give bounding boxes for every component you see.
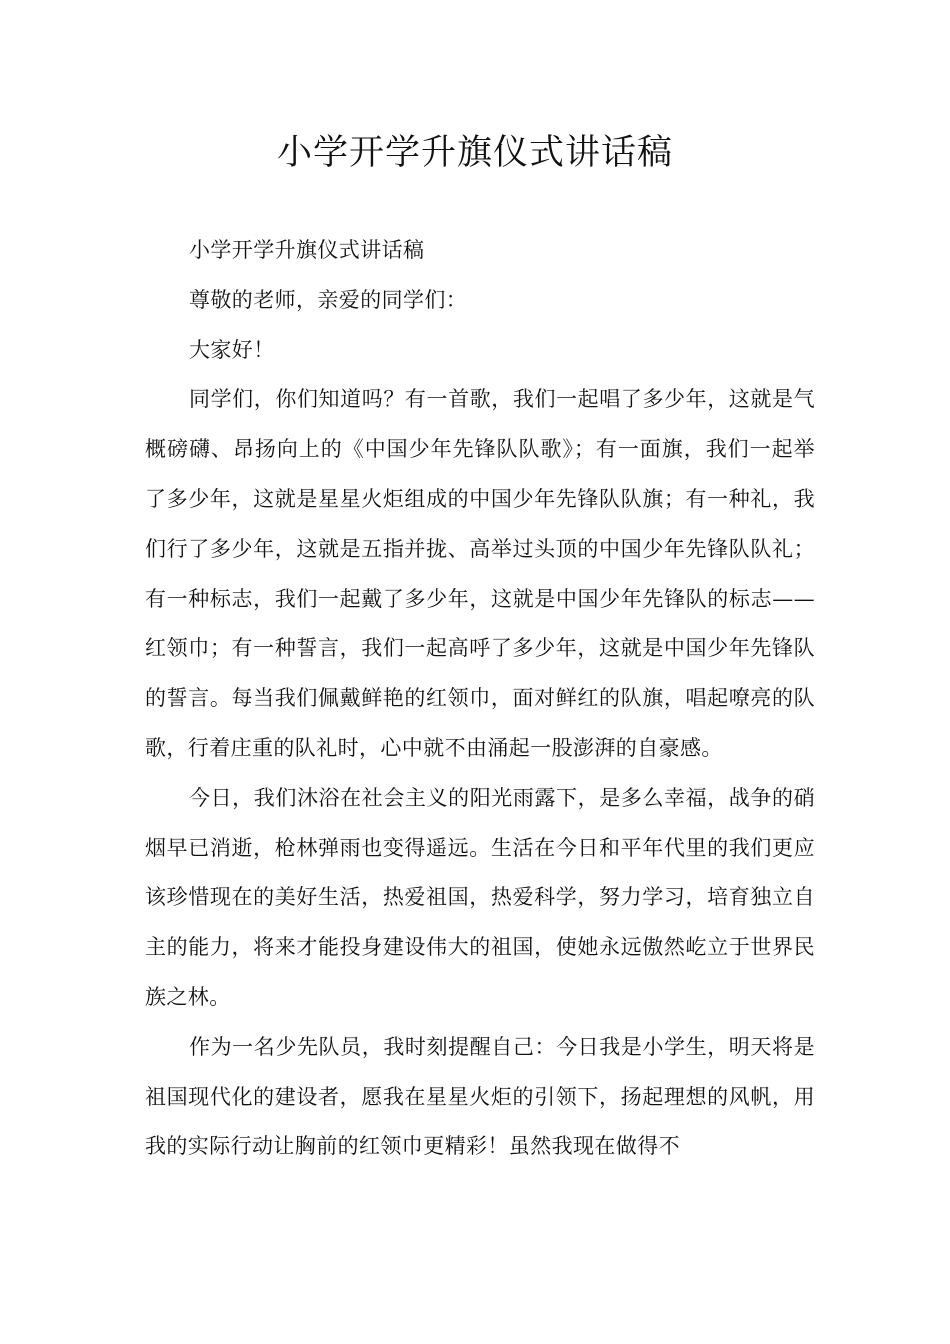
paragraph-salutation: 尊敬的老师，亲爱的同学们： <box>189 287 468 312</box>
paragraph-body: 作为一名少先队员，我时刻提醒自己：今日我是小学生，明天将是祖国现代化的建设者，愿我在星星火炬的引领下，扬起理想的风帆，用我的实际行动让胸前的红领巾更精彩！虽然我现在做得不 <box>145 1034 815 1159</box>
document-title: 小学开学升旗仪式讲话稿 <box>276 133 673 173</box>
document-body <box>145 226 815 1172</box>
paragraph-subtitle: 小学开学升旗仪式讲话稿 <box>189 238 425 262</box>
paragraph-body: 同学们，你们知道吗？有一首歌，我们一起唱了多少年，这就是气概磅礴、昂扬向上的《中国少年先锋队队歌》；有一面旗，我们一起举了多少年，这就是星星火炬组成的中国少年先锋队队旗；有一种礼，我们行了多少年，这就是五指并拢、高举过头顶的中国少年先锋队队礼；有一种标志，我们一起戴了多少年，这就是中国少年先锋队的标志——红领巾；有一种誓言，我们一起高呼了多少年，这就是中国少年先锋队的誓言。每当我们佩戴鲜艳的红领巾，面对鲜红的队旗，唱起嘹亮的队歌，行着庄重的队礼时，心中就不由涌起一股澎湃的自豪感。 <box>145 387 815 760</box>
paragraph-body: 今日，我们沐浴在社会主义的阳光雨露下，是多么幸福，战争的硝烟早已消逝，枪林弹雨也变得遥远。生活在今日和平年代里的我们更应该珍惜现在的美好生活，热爱祖国，热爱科学，努力学习，培育独立自主的能力，将来才能投身建设伟大的祖国，使她永远傲然屹立于世界民族之林。 <box>145 785 815 1009</box>
paragraph-greeting: 大家好！ <box>189 337 275 362</box>
